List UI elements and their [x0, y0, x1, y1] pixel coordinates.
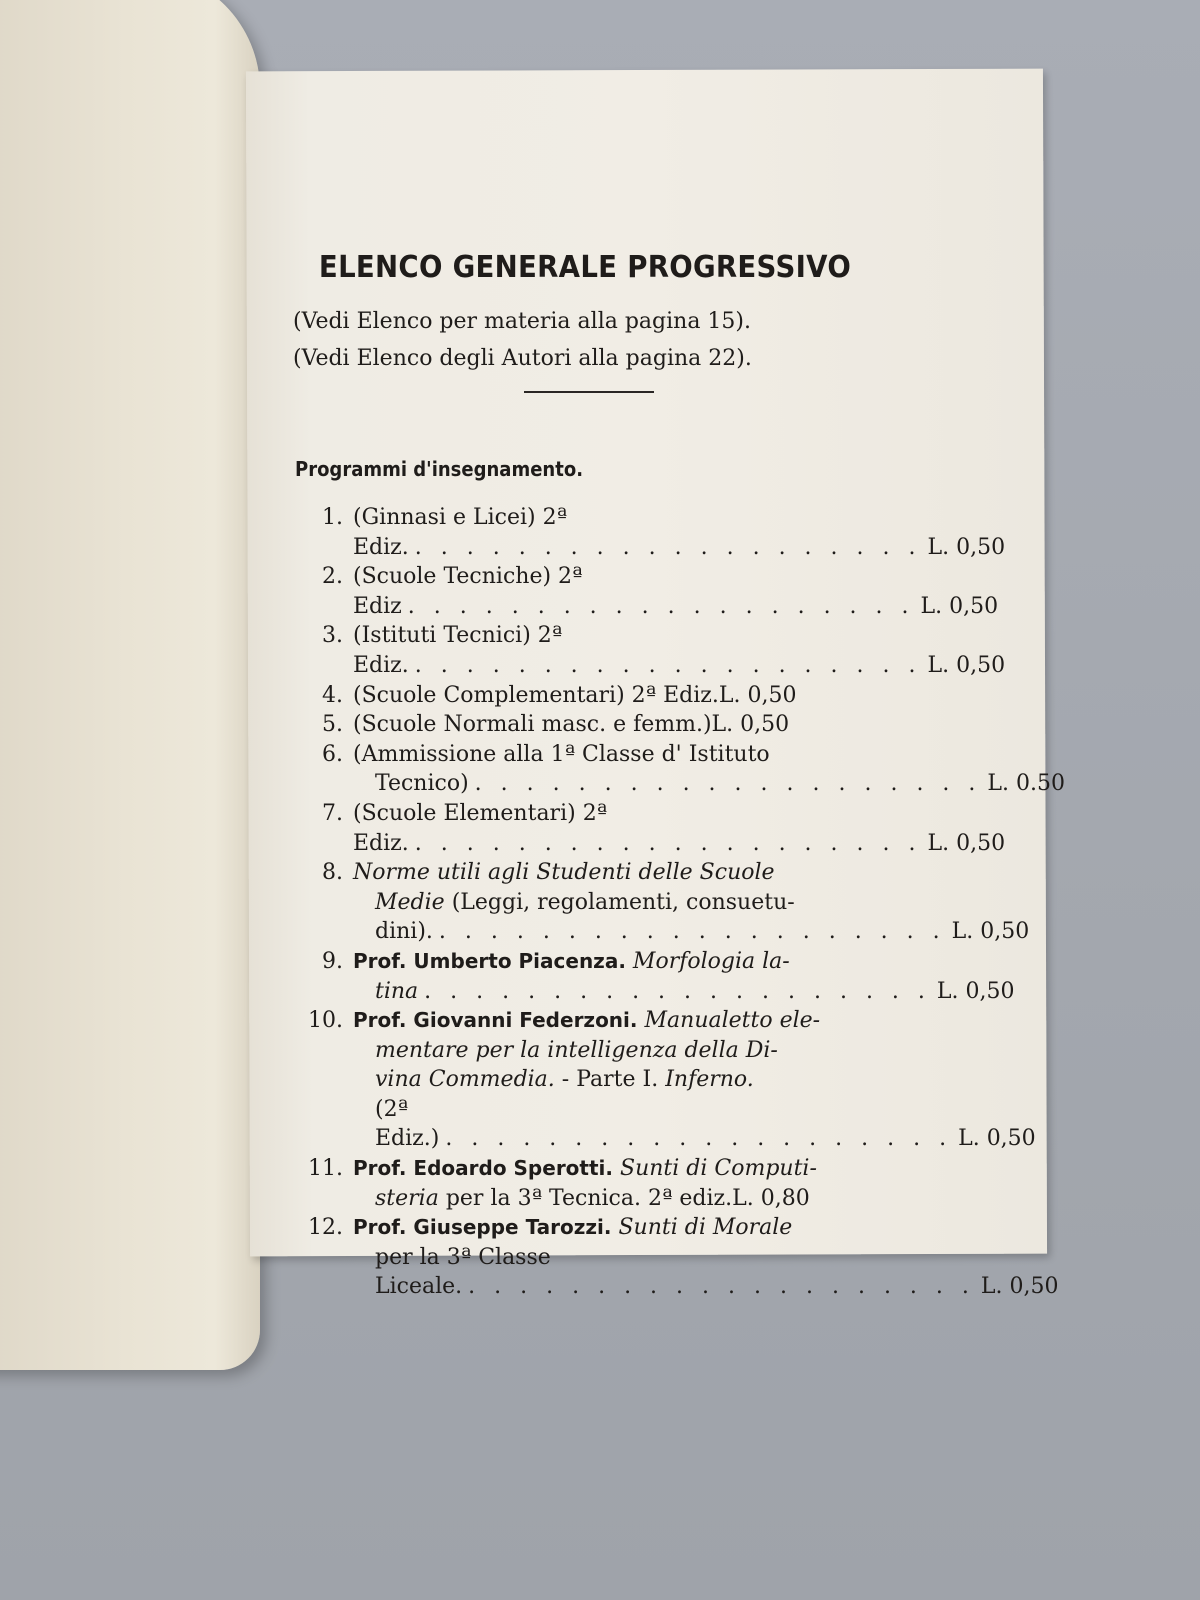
entry-price: L. 0,50 [927, 830, 1006, 856]
left-page [0, 0, 260, 1370]
entry-title: tina [375, 978, 419, 1004]
entry-number: 3. [322, 623, 343, 649]
entry-text: (Ammissione alla 1ª Classe d' Istituto [353, 741, 770, 767]
entry-title: Norme utili agli Studenti delle Scuole [353, 860, 775, 886]
entry-title: steria [375, 1185, 439, 1211]
entry-price: L. 0.50 [987, 771, 1065, 797]
entry-price: L. 0,50 [920, 593, 999, 619]
divider [524, 391, 654, 393]
list-item [285, 1154, 885, 1213]
entry-text: - Parte I. [561, 1067, 659, 1093]
entry-price: L. 0,50 [927, 534, 1006, 560]
see-also-note-1: (Vedi Elenco per materia alla pagina 15). [293, 309, 752, 334]
entry-number: 9. [322, 948, 343, 974]
entry-title: mentare per la intelligenza della Di- [375, 1037, 778, 1063]
entry-list [285, 503, 1065, 1302]
entry-author: Prof. Giovanni Federzoni. [353, 1008, 638, 1033]
entry-number: 6. [322, 741, 343, 767]
entry-number: 7. [322, 800, 343, 826]
section-title: Programmi d'insegnamento. [295, 457, 584, 481]
list-item: 1. (Ginnasi e Licei) 2ª Ediz. . . . . . . . . . . . . . . . . . . . . L. 0,50 [285, 503, 885, 562]
entry-title: Inferno. [665, 1067, 754, 1093]
page-content [285, 250, 1065, 1302]
entry-number: 2. [322, 564, 343, 590]
entry-price: L. 0,50 [711, 712, 790, 738]
entry-author: Prof. Umberto Piacenza. [353, 948, 626, 973]
entry-text: dini). [375, 919, 433, 945]
entry-text: per la 3ª Tecnica. 2ª ediz. [445, 1185, 733, 1211]
entry-title: Manualetto ele- [644, 1008, 821, 1034]
entry-text: (Scuole Complementari) 2ª Ediz. [353, 682, 719, 708]
list-item [285, 710, 885, 740]
entry-price: L. 0,50 [927, 652, 1006, 678]
entry-price: L. 0,50 [958, 1126, 1036, 1152]
entry-text: (Scuole Tecniche) 2ª Ediz [353, 564, 583, 619]
entry-title: vina Commedia. [375, 1067, 555, 1093]
entry-text: (Istituti Tecnici) 2ª Ediz. [353, 623, 563, 678]
entry-title: Sunti di Morale [618, 1215, 793, 1241]
entry-text: (Leggi, regolamenti, consuetu- [451, 889, 795, 915]
list-item [285, 681, 885, 711]
entry-number: 10. [308, 1008, 343, 1034]
list-item: 2. (Scuole Tecniche) 2ª Ediz . . . . . . . . . . . . . . . . . . . . L. 0,50 [285, 562, 885, 621]
entry-author: Prof. Edoardo Sperotti. [353, 1156, 613, 1181]
list-item: 12. Prof. Giuseppe Tarozzi. Sunti di Morale per la 3ª Classe Liceale. . . . . . . . . . . . . . . . . . . . . L. 0,50 [285, 1213, 885, 1302]
entry-text: (Scuole Elementari) 2ª Ediz. [353, 800, 608, 856]
entry-title: Medie [375, 889, 445, 915]
see-also-note-2: (Vedi Elenco degli Autori alla pagina 22). [293, 346, 752, 371]
entry-price: L. 0,50 [980, 1274, 1059, 1300]
entry-text: (Ginnasi e Licei) 2ª Ediz. [353, 505, 568, 560]
entry-price: L. 0,50 [951, 919, 1030, 945]
list-item: 10. Prof. Giovanni Federzoni. Manualetto ele- mentare per la intelligenza della Di- vina Commedia. - Parte I. Inferno. (2ª Ediz.) . . . . . . . . . . . . . . . . . . . . L. 0,50 [285, 1006, 885, 1154]
entry-text: (Scuole Normali masc. e femm.) [353, 712, 712, 738]
entry-number: 4. [322, 682, 343, 708]
entry-text: Tecnico) [375, 771, 469, 797]
entry-number: 12. [308, 1215, 343, 1241]
list-item: 8. Norme utili agli Studenti delle Scuole Medie (Leggi, regolamenti, consuetu- dini). . . . . . . . . . . . . . . . . . . . . L. 0,50 [285, 858, 885, 947]
entry-price: L. 0,50 [718, 682, 797, 708]
entry-number: 11. [308, 1156, 343, 1182]
list-item: 7. (Scuole Elementari) 2ª Ediz. . . . . . . . . . . . . . . . . . . . . L. 0,50 [285, 799, 885, 858]
entry-text: (2ª Ediz.) [375, 1096, 440, 1152]
entry-text: per la 3ª Classe Liceale. [375, 1244, 551, 1300]
list-item: 9. Prof. Umberto Piacenza. Morfologia la- tina . . . . . . . . . . . . . . . . . . . . L. 0,50 [285, 947, 885, 1006]
entry-price: L. 0,80 [732, 1185, 810, 1211]
entry-title: Morfologia la- [632, 948, 790, 974]
entry-author: Prof. Giuseppe Tarozzi. [353, 1215, 612, 1240]
entry-title: Sunti di Computi- [620, 1156, 817, 1182]
list-item: 3. (Istituti Tecnici) 2ª Ediz. . . . . . . . . . . . . . . . . . . . . L. 0,50 [285, 621, 885, 680]
entry-number: 5. [322, 712, 343, 738]
list-item: 6. (Ammissione alla 1ª Classe d' Istituto Tecnico) . . . . . . . . . . . . . . . . . . . . L. 0.50 [285, 740, 885, 799]
page-title: ELENCO GENERALE PROGRESSIVO [318, 250, 852, 285]
entry-number: 1. [322, 505, 343, 530]
entry-price: L. 0,50 [936, 978, 1015, 1004]
entry-number: 8. [322, 860, 343, 886]
